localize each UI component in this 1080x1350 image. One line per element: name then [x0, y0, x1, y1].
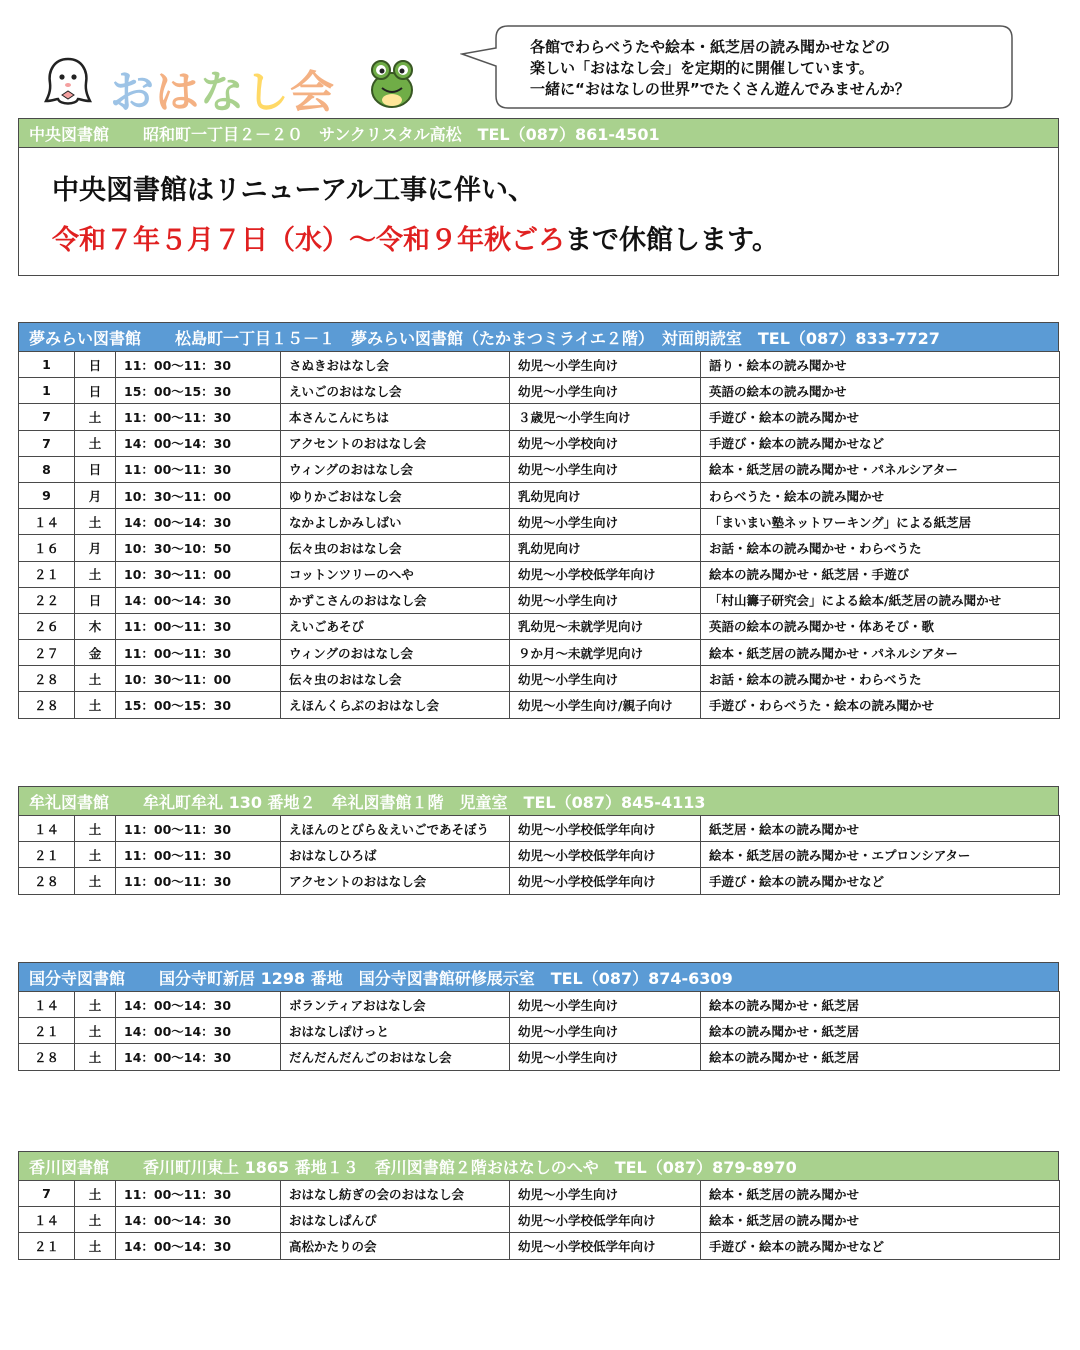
event-title: だんだんだんごのおはなし会	[281, 1044, 510, 1070]
event-day: 7	[19, 430, 75, 456]
page-title	[110, 56, 335, 120]
event-content: わらべうた・絵本の読み聞かせ	[701, 482, 1060, 508]
event-content: 絵本・紙芝居の読み聞かせ・パネルシアター	[701, 456, 1060, 482]
event-content: 「村山籌子研究会」による絵本/紙芝居の読み聞かせ	[701, 587, 1060, 613]
event-time: 15：00～15：30	[116, 378, 281, 404]
title-char: な	[200, 67, 245, 118]
central-library-header	[18, 118, 1059, 148]
event-title: アクセントのおはなし会	[281, 430, 510, 456]
title-char: お	[110, 67, 155, 118]
event-content: 英語の絵本の読み聞かせ・体あそび・歌	[701, 613, 1060, 639]
event-content: 手遊び・絵本の読み聞かせなど	[701, 430, 1060, 456]
event-audience: 幼児～小学校低学年向け	[510, 868, 701, 894]
event-time: 14：00～14：30	[116, 430, 281, 456]
event-time: 11：00～11：30	[116, 613, 281, 639]
event-weekday: 土	[75, 842, 116, 868]
event-weekday: 土	[75, 509, 116, 535]
event-day: ２８	[19, 868, 75, 894]
event-weekday: 土	[75, 1018, 116, 1044]
table-row	[19, 587, 1060, 613]
event-weekday: 木	[75, 613, 116, 639]
event-weekday: 土	[75, 1233, 116, 1259]
event-title: おはなしぱんぴ	[281, 1207, 510, 1233]
event-weekday: 土	[75, 404, 116, 430]
title-char: は	[155, 67, 200, 118]
event-audience: 幼児～小学校低学年向け	[510, 561, 701, 587]
event-title: おはなしぽけっと	[281, 1018, 510, 1044]
event-title: ウィングのおはなし会	[281, 456, 510, 482]
event-time: 10：30～10：50	[116, 535, 281, 561]
event-content: 手遊び・絵本の読み聞かせなど	[701, 1233, 1060, 1259]
bubble-text: 各館でわらべうたや絵本・紙芝居の読み聞かせなどの 楽しい「おはなし会」を定期的に開催しています。 一緒に“おはなしの世界”でたくさん遊んでみませんか？	[530, 38, 910, 98]
library-address: 松島町一丁目１５－１ 夢みらい図書館（たかまつミライエ２階） 対面朗読室 TEL（087）833-7727	[175, 328, 940, 348]
event-day: １４	[19, 816, 75, 842]
event-time: 11：00～11：30	[116, 404, 281, 430]
event-audience: 乳幼児向け	[510, 482, 701, 508]
event-day: 7	[19, 404, 75, 430]
event-time: 10：30～11：00	[116, 666, 281, 692]
library-name: 国分寺図書館	[29, 968, 126, 988]
table-row	[19, 456, 1060, 482]
event-day: ２１	[19, 1233, 75, 1259]
event-time: 10：30～11：00	[116, 561, 281, 587]
table-row	[19, 992, 1060, 1018]
table-row	[19, 561, 1060, 587]
event-content: 絵本・紙芝居の読み聞かせ・エプロンシアター	[701, 842, 1060, 868]
event-title: アクセントのおはなし会	[281, 868, 510, 894]
library-name: 中央図書館	[29, 124, 110, 144]
event-time: 14：00～14：30	[116, 509, 281, 535]
event-time: 14：00～14：30	[116, 1207, 281, 1233]
table-row	[19, 352, 1060, 378]
event-title: おはなしひろば	[281, 842, 510, 868]
title-char: し	[245, 67, 290, 118]
event-day: ２８	[19, 1044, 75, 1070]
library-address: 国分寺町新居 1298 番地 国分寺図書館研修展示室 TEL（087）874-6309	[159, 968, 733, 988]
table-row	[19, 1181, 1060, 1207]
event-weekday: 土	[75, 992, 116, 1018]
event-weekday: 土	[75, 1207, 116, 1233]
event-audience: 幼児～小学校低学年向け	[510, 842, 701, 868]
event-weekday: 土	[75, 1181, 116, 1207]
event-weekday: 土	[75, 1044, 116, 1070]
event-time: 15：00～15：30	[116, 692, 281, 718]
event-time: 11：00～11：30	[116, 816, 281, 842]
event-weekday: 土	[75, 430, 116, 456]
table-row	[19, 613, 1060, 639]
event-weekday: 月	[75, 535, 116, 561]
event-title: えいごあそび	[281, 613, 510, 639]
event-content: 手遊び・絵本の読み聞かせ	[701, 404, 1060, 430]
event-day: 9	[19, 482, 75, 508]
library-name: 香川図書館	[29, 1157, 110, 1177]
event-content: 手遊び・絵本の読み聞かせなど	[701, 868, 1060, 894]
event-content: 「まいまい塾ネットワーキング」による紙芝居	[701, 509, 1060, 535]
event-title: えほんのとびら＆えいごであそぼう	[281, 816, 510, 842]
event-time: 14：00～14：30	[116, 1044, 281, 1070]
event-title: えほんくらぶのおはなし会	[281, 692, 510, 718]
event-title: 高松かたりの会	[281, 1233, 510, 1259]
library-name: 牟礼図書館	[29, 792, 110, 812]
event-time: 14：00～14：30	[116, 587, 281, 613]
table-row	[19, 1018, 1060, 1044]
event-audience: 幼児～小学生向け	[510, 666, 701, 692]
closure-notice-line2	[52, 218, 779, 257]
event-content: 絵本の読み聞かせ・紙芝居	[701, 1018, 1060, 1044]
event-title: えいごのおはなし会	[281, 378, 510, 404]
event-time: 11：00～11：30	[116, 456, 281, 482]
event-title: 伝々虫のおはなし会	[281, 535, 510, 561]
event-content: 絵本の読み聞かせ・紙芝居・手遊び	[701, 561, 1060, 587]
event-time: 14：00～14：30	[116, 1018, 281, 1044]
table-row	[19, 1207, 1060, 1233]
mure-schedule-table	[18, 815, 1060, 895]
event-day: ２１	[19, 561, 75, 587]
event-weekday: 土	[75, 692, 116, 718]
table-row	[19, 482, 1060, 508]
event-content: 絵本・紙芝居の読み聞かせ	[701, 1181, 1060, 1207]
event-day: 1	[19, 378, 75, 404]
event-audience: 乳幼児向け	[510, 535, 701, 561]
event-audience: 幼児～小学生向け	[510, 1044, 701, 1070]
event-audience: 幼児～小学校向け	[510, 430, 701, 456]
event-audience: 幼児～小学生向け	[510, 378, 701, 404]
event-audience: 幼児～小学生向け	[510, 587, 701, 613]
kokubunji-schedule-table	[18, 991, 1060, 1071]
event-audience: 幼児～小学校低学年向け	[510, 1233, 701, 1259]
event-title: 伝々虫のおはなし会	[281, 666, 510, 692]
event-weekday: 月	[75, 482, 116, 508]
table-row	[19, 430, 1060, 456]
event-content: 語り・絵本の読み聞かせ	[701, 352, 1060, 378]
table-row	[19, 692, 1060, 718]
event-day: １６	[19, 535, 75, 561]
event-content: 絵本・紙芝居の読み聞かせ・パネルシアター	[701, 640, 1060, 666]
event-time: 11：00～11：30	[116, 842, 281, 868]
event-content: 英語の絵本の読み聞かせ	[701, 378, 1060, 404]
table-row	[19, 842, 1060, 868]
event-time: 10：30～11：00	[116, 482, 281, 508]
event-audience: 幼児～小学生向け	[510, 509, 701, 535]
event-content: 絵本の読み聞かせ・紙芝居	[701, 1044, 1060, 1070]
event-day: ２１	[19, 1018, 75, 1044]
kagawa-library-header	[18, 1151, 1059, 1181]
event-day: ２６	[19, 613, 75, 639]
event-time: 11：00～11：30	[116, 352, 281, 378]
event-weekday: 日	[75, 352, 116, 378]
table-row	[19, 816, 1060, 842]
event-day: ２７	[19, 640, 75, 666]
event-audience: 幼児～小学生向け/親子向け	[510, 692, 701, 718]
event-audience: 幼児～小学生向け	[510, 352, 701, 378]
event-title: さぬきおはなし会	[281, 352, 510, 378]
event-weekday: 日	[75, 456, 116, 482]
event-weekday: 土	[75, 868, 116, 894]
event-weekday: 土	[75, 666, 116, 692]
event-audience: 幼児～小学生向け	[510, 1018, 701, 1044]
event-time: 14：00～14：30	[116, 992, 281, 1018]
event-time: 11：00～11：30	[116, 1181, 281, 1207]
event-audience: ９か月～未就学児向け	[510, 640, 701, 666]
library-address: 昭和町一丁目２－２０ サンクリスタル高松 TEL（087）861-4501	[143, 124, 660, 144]
event-audience: 幼児～小学校低学年向け	[510, 1207, 701, 1233]
library-name: 夢みらい図書館	[29, 328, 142, 348]
event-audience: ３歳児～小学生向け	[510, 404, 701, 430]
event-day: 8	[19, 456, 75, 482]
event-content: 紙芝居・絵本の読み聞かせ	[701, 816, 1060, 842]
event-content: お話・絵本の読み聞かせ・わらべうた	[701, 535, 1060, 561]
table-row	[19, 509, 1060, 535]
event-audience: 幼児～小学生向け	[510, 992, 701, 1018]
table-row	[19, 404, 1060, 430]
event-day: ２１	[19, 842, 75, 868]
library-address: 牟礼町牟礼 130 番地２ 牟礼図書館１階 児童室 TEL（087）845-4113	[143, 792, 706, 812]
closure-period: 令和７年５月７日（水）～令和９年秋ごろ	[52, 225, 565, 256]
table-row	[19, 535, 1060, 561]
event-day: １４	[19, 992, 75, 1018]
event-title: 本さんこんにちは	[281, 404, 510, 430]
event-weekday: 土	[75, 816, 116, 842]
event-content: 手遊び・わらべうた・絵本の読み聞かせ	[701, 692, 1060, 718]
table-row	[19, 868, 1060, 894]
event-day: １４	[19, 1207, 75, 1233]
title-char: 会	[290, 67, 335, 118]
event-title: ウィングのおはなし会	[281, 640, 510, 666]
mure-library-header	[18, 786, 1059, 816]
event-weekday: 土	[75, 561, 116, 587]
event-content: 絵本の読み聞かせ・紙芝居	[701, 992, 1060, 1018]
event-weekday: 日	[75, 587, 116, 613]
table-row	[19, 666, 1060, 692]
kagawa-schedule-table	[18, 1180, 1060, 1260]
event-day: ２２	[19, 587, 75, 613]
table-row	[19, 1044, 1060, 1070]
event-time: 11：00～11：30	[116, 640, 281, 666]
frog-mascot-icon	[364, 56, 420, 112]
closure-notice-rest: まで休館します。	[565, 225, 779, 256]
kokubunji-library-header	[18, 962, 1059, 992]
event-audience: 幼児～小学校低学年向け	[510, 816, 701, 842]
event-time: 11：00～11：30	[116, 868, 281, 894]
event-audience: 幼児～小学生向け	[510, 1181, 701, 1207]
event-title: なかよしかみしばい	[281, 509, 510, 535]
event-content: お話・絵本の読み聞かせ・わらべうた	[701, 666, 1060, 692]
event-time: 14：00～14：30	[116, 1233, 281, 1259]
library-address: 香川町川東上 1865 番地１３ 香川図書館２階おはなしのへや TEL（087）879-8970	[143, 1157, 797, 1177]
table-row	[19, 1233, 1060, 1259]
event-day: ２８	[19, 666, 75, 692]
ghost-mascot-icon	[42, 55, 94, 111]
yumemirai-library-header	[18, 322, 1059, 352]
event-title: コットンツリーのへや	[281, 561, 510, 587]
table-row	[19, 640, 1060, 666]
table-row	[19, 378, 1060, 404]
event-weekday: 金	[75, 640, 116, 666]
event-day: １４	[19, 509, 75, 535]
event-title: ゆりかごおはなし会	[281, 482, 510, 508]
yumemirai-schedule-table	[18, 351, 1060, 719]
event-audience: 幼児～小学生向け	[510, 456, 701, 482]
event-weekday: 日	[75, 378, 116, 404]
closure-notice-line1: 中央図書館はリニューアル工事に伴い、	[52, 175, 536, 206]
event-day: 7	[19, 1181, 75, 1207]
event-title: かずこさんのおはなし会	[281, 587, 510, 613]
event-title: ボランティアおはなし会	[281, 992, 510, 1018]
event-day: ２８	[19, 692, 75, 718]
event-audience: 乳幼児～未就学児向け	[510, 613, 701, 639]
event-title: おはなし紡ぎの会のおはなし会	[281, 1181, 510, 1207]
event-day: 1	[19, 352, 75, 378]
event-content: 絵本・紙芝居の読み聞かせ	[701, 1207, 1060, 1233]
